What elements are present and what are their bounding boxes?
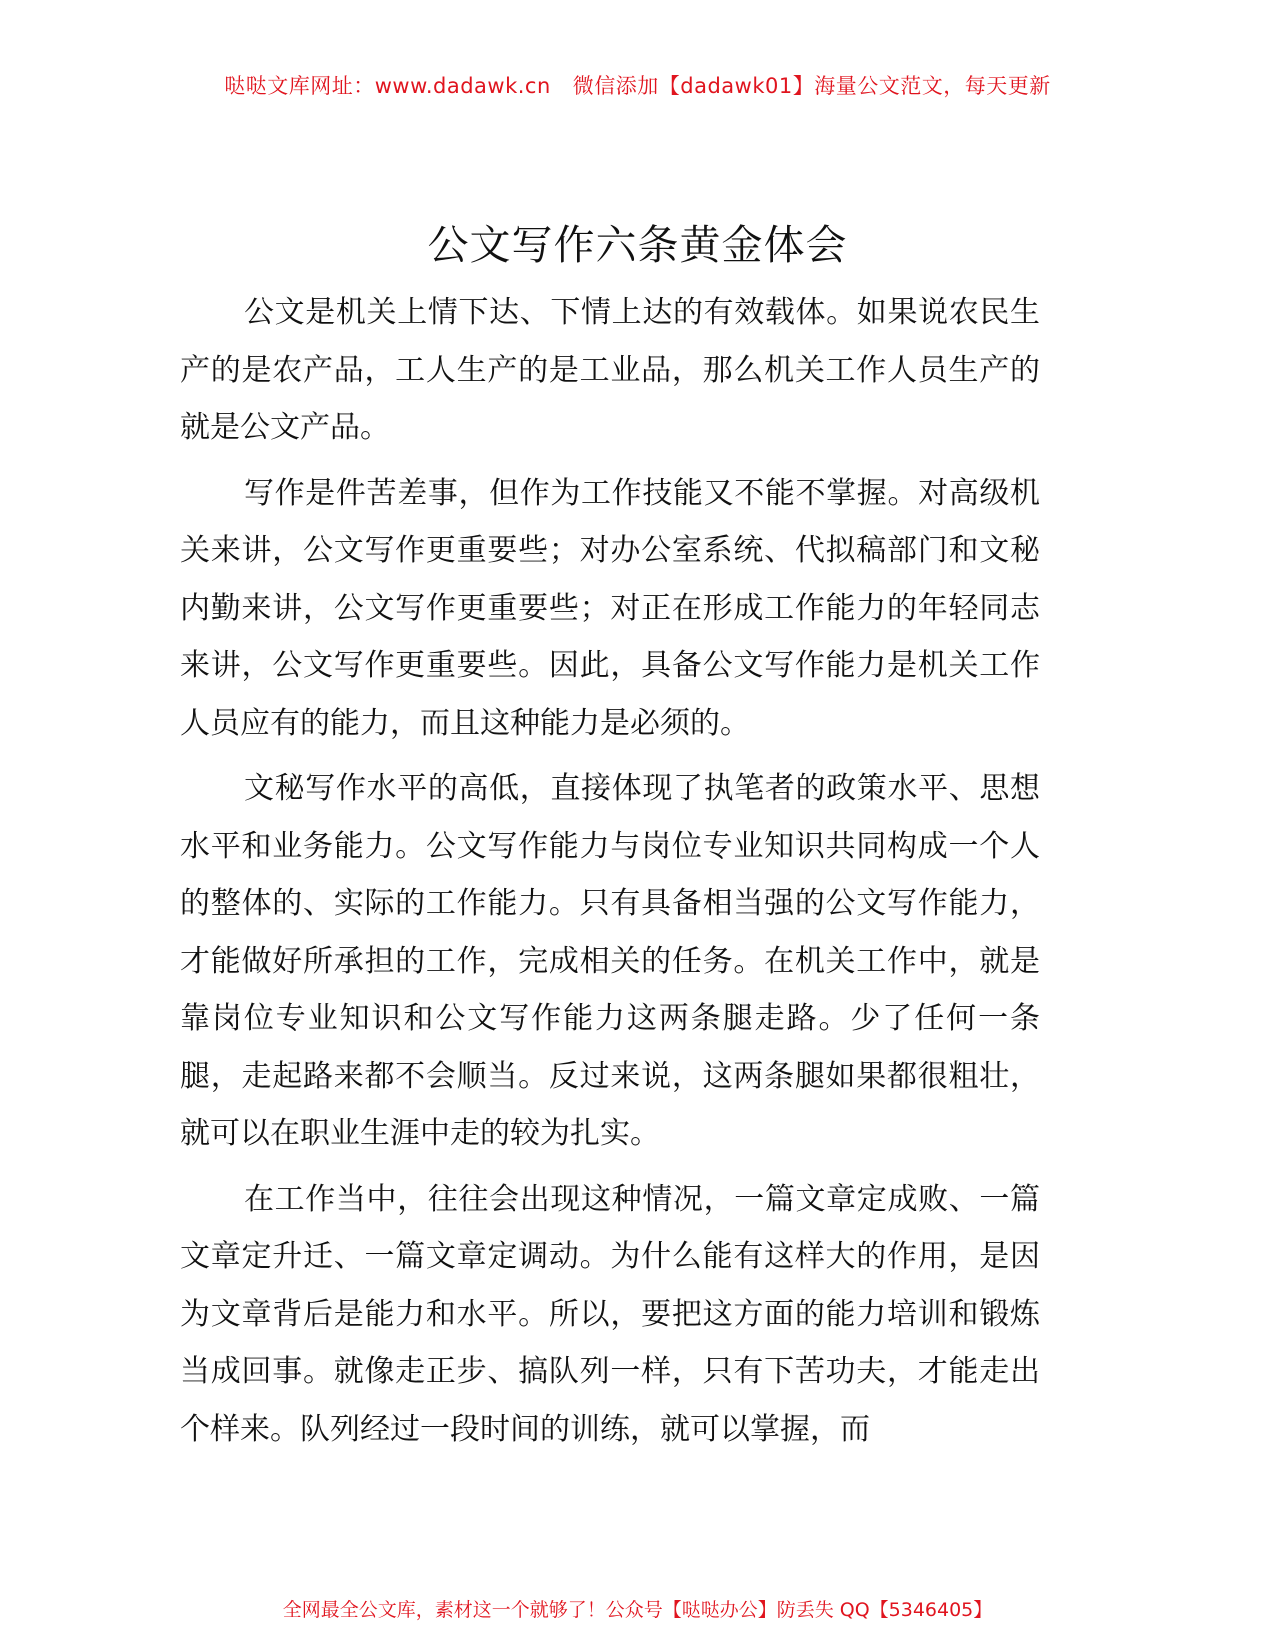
document-body [180,284,1040,1466]
wechat-promo-text: 微信添加【dadawk01】海量公文范文，每天更新 [572,74,1051,98]
document-title: 公文写作六条黄金体会 [427,221,848,269]
site-url-text: 哒哒文库网址：www.dadawk.cn [224,74,551,98]
body-paragraph: 文秘写作水平的高低，直接体现了执笔者的政策水平、思想水平和业务能力。公文写作能力与岗位专业知识共同构成一个人的整体的、实际的工作能力。只有具备相当强的公文写作能力，才能做好所承担的工作，完成相关的任务。在机关工作中，就是靠岗位专业知识和公文写作能力这两条腿走路。少了任何一条腿，走起路来都不会顺当。反过来说，这两条腿如果都很粗壮，就可以在职业生涯中走的较为扎实。 [180,771,1040,1151]
body-paragraph: 公文是机关上情下达、下情上达的有效载体。如果说农民生产的是农产品，工人生产的是工业品，那么机关工作人员生产的就是公文产品。 [180,295,1040,445]
footer-banner: 全网最全公文库，素材这一个就够了！公众号【哒哒办公】防丢失 QQ【5346405】 [282,1599,993,1621]
body-paragraph: 写作是件苦差事，但作为工作技能又不能不掌握。对高级机关来讲，公文写作更重要些；对办公室系统、代拟稿部门和文秘内勤来讲，公文写作更重要些；对正在形成工作能力的年轻同志来讲，公文写作更重要些。因此，具备公文写作能力是机关工作人员应有的能力，而且这种能力是必须的。 [180,475,1040,741]
header-banner [0,70,1275,100]
body-paragraph: 在工作当中，往往会出现这种情况，一篇文章定成败、一篇文章定升迁、一篇文章定调动。为什么能有这样大的作用，是因为文章背后是能力和水平。所以，要把这方面的能力培训和锻炼当成回事。就像走正步、搞队列一样，只有下苦功夫，才能走出个样来。队列经过一段时间的训练，就可以掌握，而 [180,1181,1040,1447]
